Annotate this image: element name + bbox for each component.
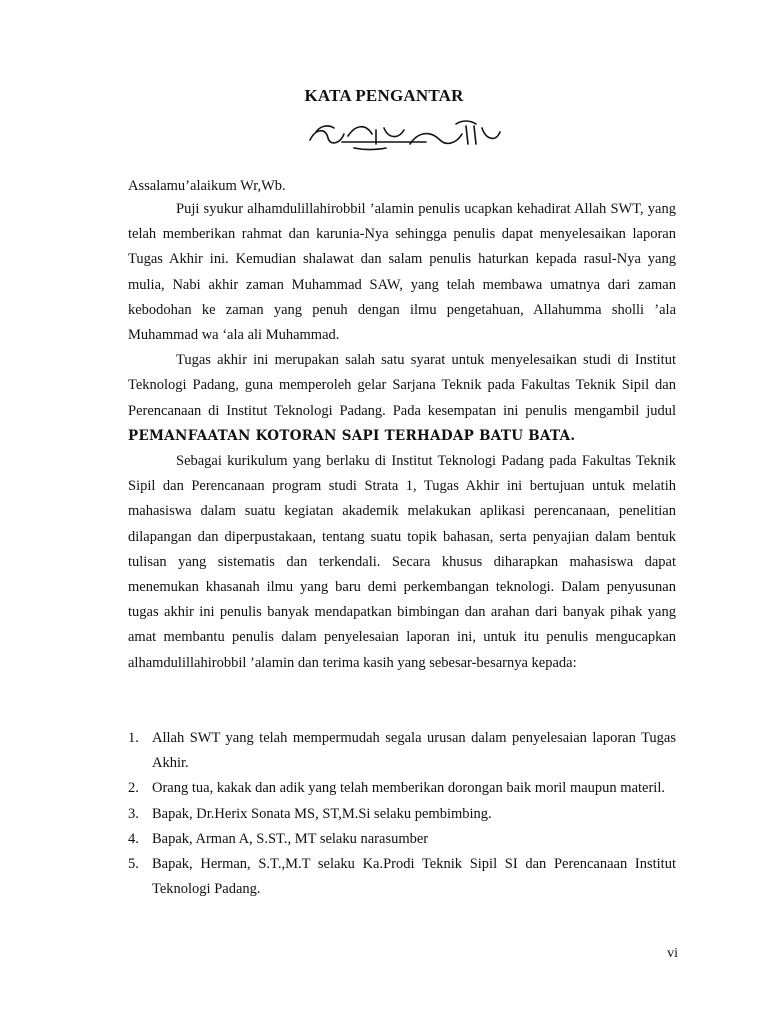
list-item-text: Bapak, Dr.Herix Sonata MS, ST,M.Si selaku pembimbing. (152, 805, 492, 822)
list-item-text: Bapak, Herman, S.T.,M.T selaku Ka.Prodi Teknik Sipil SI dan Perencanaan Institut Teknologi Padang. (152, 856, 676, 898)
list-item-number: 2. (128, 780, 139, 797)
list-item-text: Orang tua, kakak dan adik yang telah memberikan dorongan baik moril maupun materil. (152, 780, 665, 797)
list-item (128, 726, 676, 776)
list-item (128, 827, 676, 852)
paragraph-3: Sebagai kurikulum yang berlaku di Institut Teknologi Padang pada Fakultas Teknik Sipil dan Perencanaan program studi Strata 1, Tugas Akhir ini bertujuan untuk melatih mahasiswa dalam suatu kegiatan akademik melakukan aplikasi perencanaan, penelitian dilapangan dan diperpustakaan, tentang suatu topik bahasan, serta penyajian dalam bentuk tulisan yang sistematis dan terkendali. Secara khusus diharapkan mahasiswa dapat menemukan khasanah ilmu yang baru demi perkembangan teknologi. Dalam penyusunan tugas akhir ini penulis banyak mendapatkan bimbingan dan arahan dari banyak pihak yang amat membantu penulis dalam penyelesaian laporan ini, untuk itu penulis mengucapkan alhamdulillahirobbil ’alamin dan terima kasih yang sebesar-besarnya kepada: (128, 453, 676, 671)
thesis-title: PEMANFAATAN KOTORAN SAPI TERHADAP BATU BATA. (128, 427, 576, 444)
acknowledgement-list (128, 726, 676, 902)
basmala-calligraphy (306, 118, 504, 152)
list-item-number: 1. (128, 730, 139, 746)
list-item-number: 3. (128, 805, 139, 822)
page-number: vi (667, 946, 678, 961)
paragraph-2 (128, 348, 676, 449)
paragraph-2-text: Tugas akhir ini merupakan salah satu syarat untuk menyelesaikan studi di Institut Teknologi Padang, guna memperoleh gelar Sarjana Teknik pada Fakultas Teknik Sipil dan Perencanaan di Institut Teknologi Padang. Pada kesempatan ini penulis mengambil judul (128, 352, 676, 419)
list-item (128, 776, 676, 801)
body-paragraphs (128, 197, 676, 676)
list-item (128, 852, 676, 902)
list-item (128, 802, 676, 827)
list-item-number: 4. (128, 830, 139, 847)
greeting: Assalamu’alaikum Wr,Wb. (128, 178, 286, 194)
list-item-text: Bapak, Arman A, S.ST., MT selaku narasumber (152, 830, 429, 847)
list-item-number: 5. (128, 856, 139, 873)
paragraph-1: Puji syukur alhamdulillahirobbil ’alamin penulis ucapkan kehadirat Allah SWT, yang telah memberikan rahmat dan karunia-Nya sehingga penulis dapat menyelesaikan laporan Tugas Akhir ini. Kemudian shalawat dan salam penulis haturkan kepada rasul-Nya yang mulia, Nabi akhir zaman Muhammad SAW, yang telah membawa umatnya dari zaman kebodohan ke zaman yang penuh dengan ilmu pengetahuan, Allahumma sholli ’ala Muhammad wa ‘ala ali Muhammad. (128, 201, 676, 344)
list-item-text: Allah SWT yang telah mempermudah segala urusan dalam penyelesaian laporan Tugas Akhir. (152, 730, 676, 772)
page-title: KATA PENGANTAR (304, 86, 464, 105)
